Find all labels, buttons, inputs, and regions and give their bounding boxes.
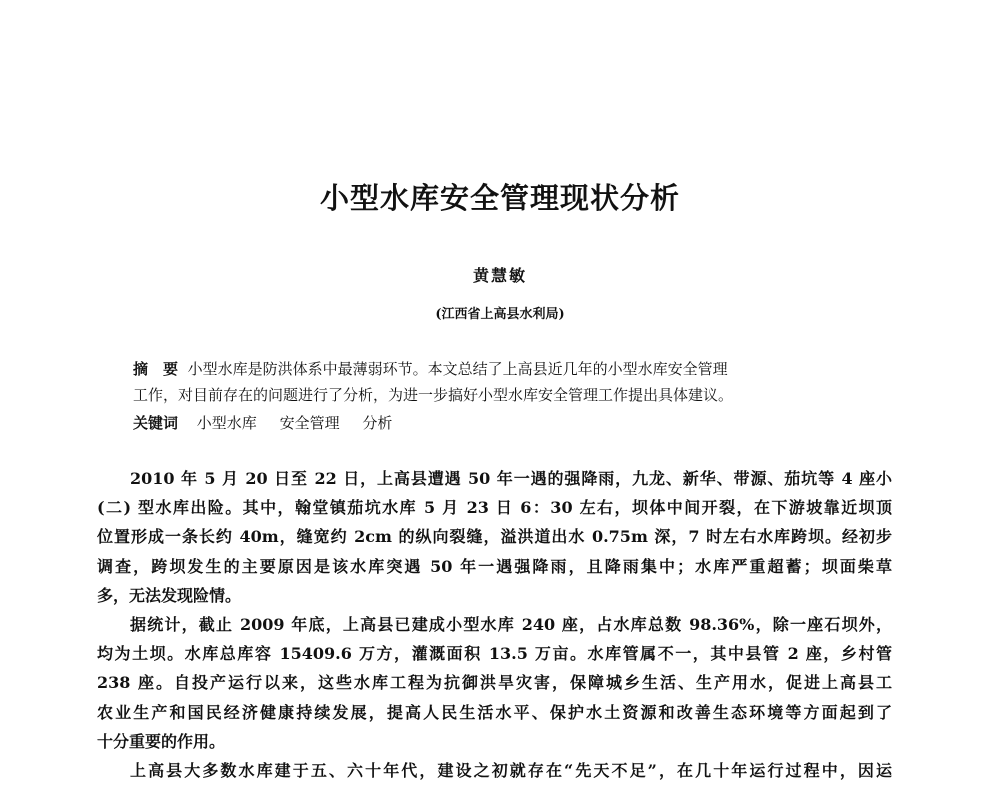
keywords-label: 关键词 <box>133 414 179 432</box>
keyword-item: 小型水库 <box>196 414 257 432</box>
body-line: (二) 型水库出险。其中，翰堂镇茄坑水库 5 月 23 日 6：30 左右，坝体中间开裂，在下游坡靠近坝顶 <box>97 498 892 518</box>
body-line: 均为土坝。水库总库容 15409.6 万方，灌溉面积 13.5 万亩。水库管属不一，其中县管 2 座，乡村管 <box>97 644 892 664</box>
author-affiliation: (江西省上高县水利局) <box>435 307 565 322</box>
body-line: 十分重要的作用。 <box>97 731 226 751</box>
abstract-label: 摘 要 <box>133 360 179 378</box>
body-line: 上高县大多数水库建于五、六十年代，建设之初就存在“先天不足”，在几十年运行过程中，因运 <box>130 761 892 781</box>
keywords <box>133 412 410 433</box>
paper-title: 小型水库安全管理现状分析 <box>319 181 680 215</box>
author-name: 黄慧敏 <box>472 266 527 285</box>
body-line: 调查，跨坝发生的主要原因是该水库突遇 50 年一遇强降雨，且降雨集中；水库严重超蓄；坝面柴草 <box>97 556 892 576</box>
body-line: 位置形成一条长约 40m，缝宽约 2cm 的纵向裂缝，溢洪道出水 0.75m 深，7 时左右水库跨坝。经初步 <box>97 527 892 547</box>
body-line: 2010 年 5 月 20 日至 22 日，上高县遭遇 50 年一遇的强降雨，九龙、新华、带源、茄坑等 4 座小 <box>130 469 892 488</box>
keyword-item: 分析 <box>362 414 393 432</box>
abstract-text-2: 工作，对目前存在的问题进行了分析，为进一步搞好小型水库安全管理工作提出具体建议。 <box>133 386 734 404</box>
body-line: 多，无法发现险情。 <box>97 585 242 605</box>
abstract-text-1: 小型水库是防洪体系中最薄弱环节。本文总结了上高县近几年的小型水库安全管理 <box>187 360 728 378</box>
body-line: 据统计，截止 2009 年底，上高县已建成小型水库 240 座，占水库总数 98.36%，除一座石坝外， <box>130 615 892 635</box>
abstract-line-1 <box>133 356 893 382</box>
body-text <box>97 464 892 785</box>
abstract <box>133 356 893 408</box>
body-line: 农业生产和国民经济健康持续发展，提高人民生活水平、保护水土资源和改善生态环境等方面起到了 <box>97 702 892 722</box>
keyword-item: 安全管理 <box>279 414 340 432</box>
body-line: 238 座。自投产运行以来，这些水库工程为抗御洪旱灾害，保障城乡生活、生产用水，促进上高县工 <box>97 673 892 693</box>
